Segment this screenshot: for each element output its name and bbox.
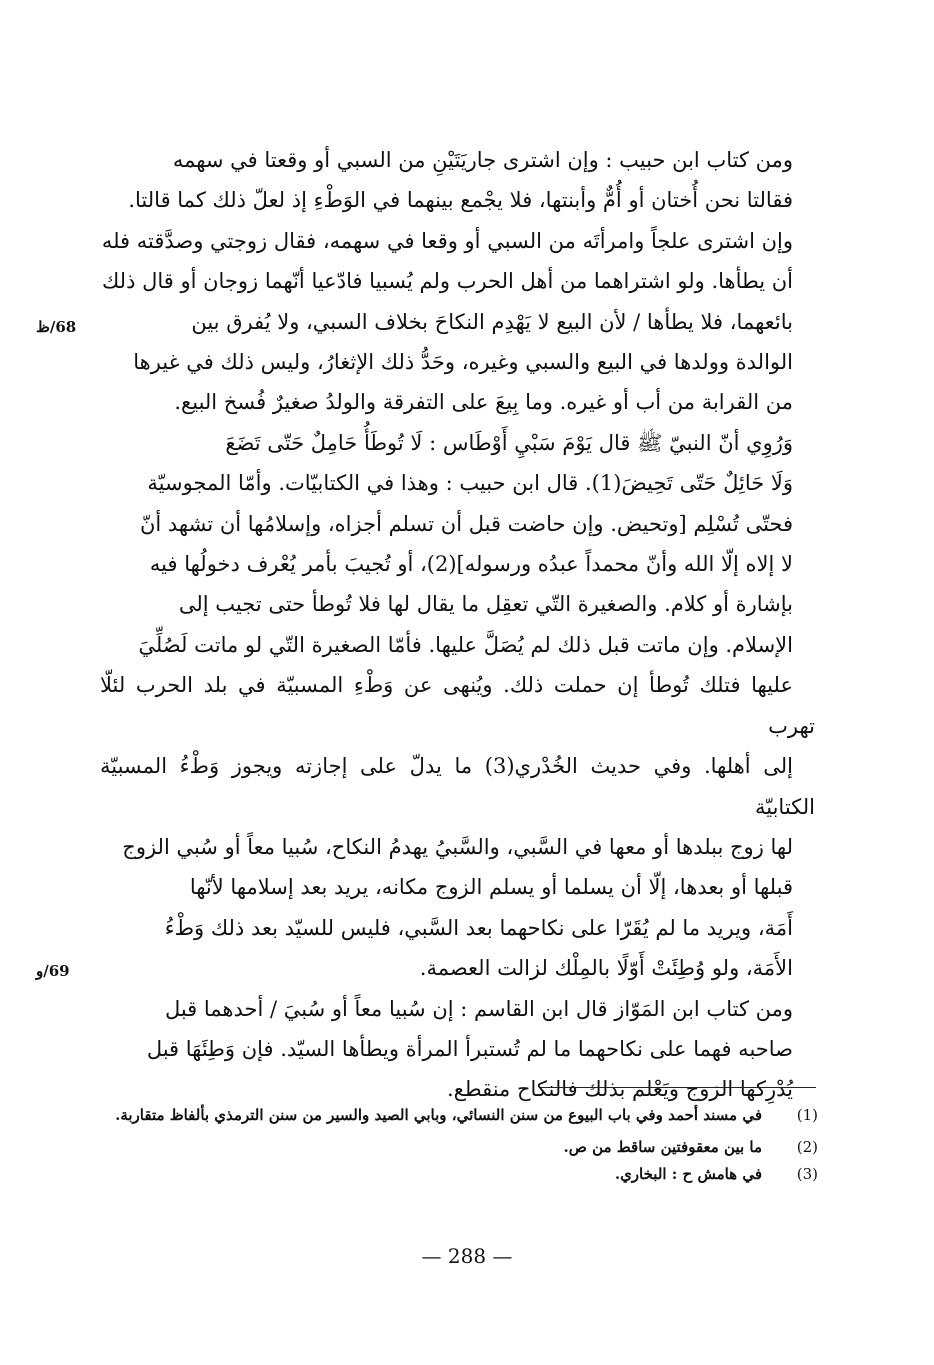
text-line: فحتّى تُسْلِم [وتحيض. وإن حاضت قبل أن تسلم أجزاه، وإسلامُها أن تشهد أنّ [139,511,793,536]
text-line: بائعهما، فلا يطأها / لأن البيع لا يَهْدِم النكاحَ بخلاف السبي، ولا يُفرق بين [191,309,793,334]
text-line: لها زوج ببلدها أو معها في السَّبي، والسَّبيُ يهدمُ النكاح، سُبيا معاً أو سُبي الزوج [122,834,793,859]
footnote-text: في هامش ح : البخاري. [614,1165,762,1183]
footnote-text: في مسند أحمد وفي باب البيوع من سنن النسائي، وبابي الصيد والسير من سنن الترمذي بألفاظ متقاربة. [115,1106,762,1124]
footnote-number: (1) [796,1106,818,1124]
text-line: من القرابة من أب أو غيره. وما بِيعَ على التفرقة والولدُ صغيرٌ فُسخ البيع. [174,390,793,415]
text-line: وَلَا حَائِلٌ حَتّى تَحِيضَ(1). قال ابن حبيب : وهذا في الكتابيّات. وأمّا المجوسيّة [147,471,793,496]
text-line: يُدْرِكها الزوج ويَعْلم بذلك فالنكاح منقطع. [447,1077,793,1102]
margin-folio-note: 69/و [36,962,70,980]
footnote-divider [540,1087,816,1088]
main-text [100,140,815,1110]
paragraph-1 [100,140,815,423]
footnote-text: ما بين معقوفتين ساقط من ص. [563,1138,762,1156]
footnotes [100,1102,818,1188]
footnote [100,1161,818,1188]
paragraph-3 [100,989,815,1110]
text-line: لا إلاه إلّا الله وأنّ محمداً عبدُه ورسوله](2)، أو تُجيبَ بأمر يُعْرف دخولُها فيه [149,552,793,577]
footnote [100,1134,818,1161]
text-line: ومن كتاب ابن حبيب : وإن اشترى جاريَتَيْنِ من السبي أو وقعتا في سهمه [172,148,793,172]
text-line: الإسلام. وإن ماتت قبل ذلك لم يُصَلَّ عليها. فأمّا الصغيرة التّي لو ماتت لَصُلِّيَ [138,632,793,657]
text-line: عليها فتلك تُوطأ إن حملت ذلك. ويُنهى عن وَطْءِ المسبيّة في بلد الحرب لئلّا تهرب [100,673,815,738]
footnote [100,1102,818,1129]
text-line: ومن كتاب ابن المَوّاز قال ابن القاسم : إن سُبيا معاً أو سُبيَ / أحدهما قبل [164,996,793,1021]
text-line: الأَمَة، ولو وُطِئَتْ أَوّلًا بالمِلْك لزالت العصمة. [419,956,793,981]
text-line: أَمَة، ويريد ما لم يُقَرّا على نكاحهما بعد السَّبي، فليس للسيّد بعد ذلك وَطْءُ [164,915,793,940]
footnote-number: (3) [796,1165,818,1183]
text-line: وإن اشترى علجاً وامرأتَه من السبي أو وقعا في سهمه، فقال زوجتي وصدَّقته فله [101,228,793,253]
text-line: إلى أهلها. وفي حديث الخُدْري(3) ما يدلّ على إجازته ويجوز وَطْءُ المسبيّة الكتابيّة [100,754,815,819]
footnote-number: (2) [796,1138,818,1156]
page-number: — 288 — [421,1244,513,1268]
paragraph-2 [100,423,815,989]
text-line: فقالتا نحن أُختان أو أُمٌّ وأبنتها، فلا يجْمع بينهما في الوَطْءِ إذ لعلّ ذلك كما قالتا. [128,188,793,213]
text-line: قبلها أو بعدها، إلّا أن يسلما أو يسلم الزوج مكانه، يريد بعد إسلامها لأنّها [189,875,793,900]
text-line: أن يطأها. ولو اشتراهما من أهل الحرب ولم يُسبيا فادّعيا أنّهما زوجان أو قال ذلك [101,269,793,294]
margin-folio-note: 68/ظ [36,318,77,336]
text-line: الوالدة وولدها في البيع والسبي وغيره، وحَدُّ ذلك الإثغارُ، وليس ذلك في غيرها [133,350,793,375]
text-line: صاحبه فهما على نكاحهما ما لم تُستبرأ المرأة ويطأها السيّد. فإن وَطِئَهَا قبل [146,1036,793,1061]
text-line: وَرُوِي أنّ النبيّ ﷺ قال يَوْمَ سَبْيِ أَوْطَاس : لَا تُوطَأُ حَامِلٌ حَتّى تَضَعَ [225,430,793,455]
text-line: بإشارة أو كلام. والصغيرة التّي تعقِل ما يقال لها فلا تُوطأ حتى تجيب إلى [178,592,793,617]
